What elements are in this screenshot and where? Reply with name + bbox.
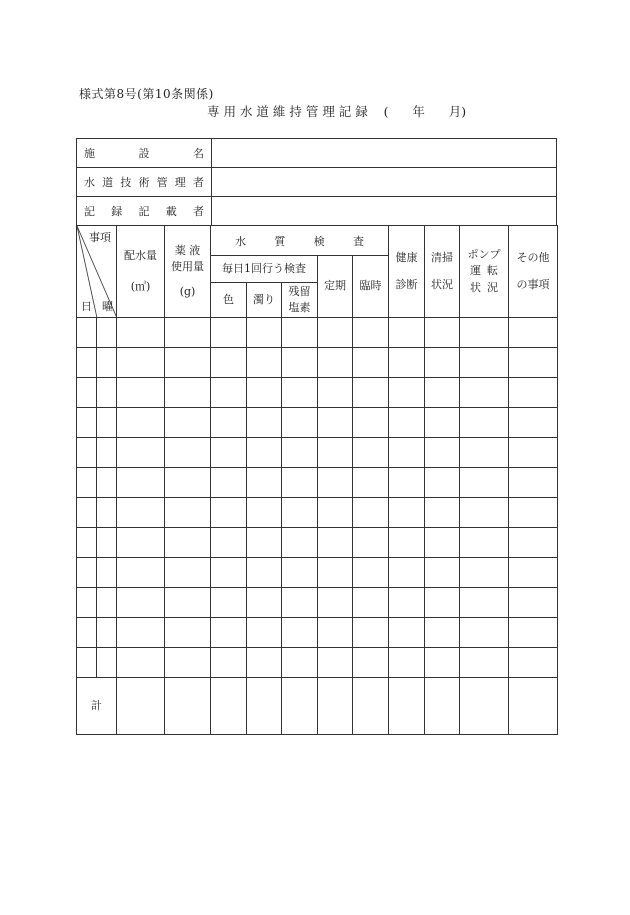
log-cell[interactable] xyxy=(247,318,282,348)
log-cell[interactable] xyxy=(353,498,389,528)
log-cell[interactable] xyxy=(165,588,211,618)
log-row xyxy=(77,528,558,558)
facility-name-field[interactable] xyxy=(212,139,557,168)
log-cell[interactable] xyxy=(282,378,318,408)
log-cell[interactable] xyxy=(282,318,318,348)
log-cell[interactable] xyxy=(425,378,460,408)
log-cell[interactable] xyxy=(425,408,460,438)
log-cell[interactable] xyxy=(460,408,509,438)
log-cell[interactable] xyxy=(509,318,558,348)
log-cell[interactable] xyxy=(460,348,509,378)
log-cell[interactable] xyxy=(165,528,211,558)
log-cell[interactable] xyxy=(318,348,353,378)
weekday-cell[interactable] xyxy=(97,348,117,378)
water-quality-title-char: 質 xyxy=(274,234,286,248)
log-cell[interactable] xyxy=(282,528,318,558)
log-cell[interactable] xyxy=(318,498,353,528)
log-cell[interactable] xyxy=(165,558,211,588)
log-cell[interactable] xyxy=(211,438,247,468)
log-row xyxy=(77,498,558,528)
log-cell[interactable] xyxy=(389,438,425,468)
log-cell[interactable] xyxy=(318,528,353,558)
total-cell[interactable] xyxy=(389,678,425,735)
log-row xyxy=(77,648,558,678)
log-cell[interactable] xyxy=(211,618,247,648)
log-cell[interactable] xyxy=(247,348,282,378)
log-cell[interactable] xyxy=(117,468,165,498)
log-row xyxy=(77,588,558,618)
total-cell[interactable] xyxy=(165,678,211,735)
facility-name-char: 設 xyxy=(138,147,150,160)
total-cell[interactable] xyxy=(117,678,165,735)
log-cell[interactable] xyxy=(282,588,318,618)
day-cell[interactable] xyxy=(77,438,97,468)
day-cell[interactable] xyxy=(77,408,97,438)
log-cell[interactable] xyxy=(389,378,425,408)
log-cell[interactable] xyxy=(117,318,165,348)
day-cell[interactable] xyxy=(77,588,97,618)
log-cell[interactable] xyxy=(117,558,165,588)
log-cell[interactable] xyxy=(425,648,460,678)
water-engineer-label xyxy=(77,168,212,197)
weekday-cell[interactable] xyxy=(97,618,117,648)
log-cell[interactable] xyxy=(282,648,318,678)
residual-chlorine-header: 残留 塩素 xyxy=(282,283,318,318)
water-engineer-char: 道 xyxy=(102,176,114,189)
log-cell[interactable] xyxy=(247,618,282,648)
log-cell[interactable] xyxy=(509,588,558,618)
day-cell[interactable] xyxy=(77,468,97,498)
log-row xyxy=(77,468,558,498)
log-cell[interactable] xyxy=(509,378,558,408)
log-cell[interactable] xyxy=(117,618,165,648)
log-cell[interactable] xyxy=(318,618,353,648)
log-cell[interactable] xyxy=(282,498,318,528)
total-cell[interactable] xyxy=(247,678,282,735)
water-engineer-char: 水 xyxy=(84,176,95,189)
log-cell[interactable] xyxy=(318,648,353,678)
log-cell[interactable] xyxy=(353,588,389,618)
total-cell[interactable] xyxy=(282,678,318,735)
log-cell[interactable] xyxy=(425,558,460,588)
log-cell[interactable] xyxy=(318,468,353,498)
chemical-usage-header: 薬 液 使用量 (g) xyxy=(165,226,211,318)
log-cell[interactable] xyxy=(165,378,211,408)
log-cell[interactable] xyxy=(211,558,247,588)
log-cell[interactable] xyxy=(211,528,247,558)
recorder-char: 載 xyxy=(165,205,177,218)
water-supply-header: 配水量 (㎥) xyxy=(117,226,165,318)
day-cell[interactable] xyxy=(77,648,97,678)
log-row xyxy=(77,438,558,468)
log-cell[interactable] xyxy=(509,528,558,558)
log-cell[interactable] xyxy=(460,648,509,678)
log-cell[interactable] xyxy=(165,438,211,468)
log-cell[interactable] xyxy=(211,348,247,378)
log-cell[interactable] xyxy=(509,408,558,438)
log-cell[interactable] xyxy=(389,318,425,348)
log-cell[interactable] xyxy=(247,528,282,558)
periodic-inspection-header: 定期 xyxy=(318,256,353,318)
log-cell[interactable] xyxy=(509,558,558,588)
log-cell[interactable] xyxy=(460,438,509,468)
record-title: 専 用 水 道 維 持 管 理 記 録 ( 年 月) xyxy=(207,104,467,119)
log-cell[interactable] xyxy=(425,618,460,648)
total-cell[interactable] xyxy=(318,678,353,735)
log-cell[interactable] xyxy=(282,438,318,468)
weekday-cell[interactable] xyxy=(97,498,117,528)
log-cell[interactable] xyxy=(247,498,282,528)
log-cell[interactable] xyxy=(425,588,460,618)
log-cell[interactable] xyxy=(247,648,282,678)
log-cell[interactable] xyxy=(117,378,165,408)
water-engineer-char: 管 xyxy=(156,176,168,189)
color-header: 色 xyxy=(211,283,247,318)
log-cell[interactable] xyxy=(117,408,165,438)
day-cell[interactable] xyxy=(77,348,97,378)
log-cell[interactable] xyxy=(318,378,353,408)
water-quality-title-char: 検 xyxy=(313,234,325,248)
recorder-label xyxy=(77,197,212,226)
log-cell[interactable] xyxy=(425,318,460,348)
log-cell[interactable] xyxy=(353,528,389,558)
log-cell[interactable] xyxy=(117,498,165,528)
log-cell[interactable] xyxy=(353,408,389,438)
log-cell[interactable] xyxy=(509,348,558,378)
log-cell[interactable] xyxy=(509,468,558,498)
pump-status-header: ポンプ 運 転 状 況 xyxy=(460,226,509,318)
recorder-char: 記 xyxy=(138,205,150,218)
facility-name-label xyxy=(77,139,212,168)
water-quality-title-char: 査 xyxy=(353,234,365,248)
facility-name-char: 名 xyxy=(193,147,204,160)
log-cell[interactable] xyxy=(211,588,247,618)
turbidity-header: 濁り xyxy=(247,283,282,318)
log-cell[interactable] xyxy=(460,498,509,528)
water-engineer-char: 術 xyxy=(138,176,150,189)
facility-row xyxy=(77,139,557,168)
log-cell[interactable] xyxy=(353,438,389,468)
log-cell[interactable] xyxy=(282,408,318,438)
log-cell[interactable] xyxy=(282,618,318,648)
log-cell[interactable] xyxy=(509,618,558,648)
log-cell[interactable] xyxy=(165,408,211,438)
log-cell[interactable] xyxy=(460,588,509,618)
log-cell[interactable] xyxy=(389,648,425,678)
log-cell[interactable] xyxy=(117,438,165,468)
log-cell[interactable] xyxy=(353,348,389,378)
log-cell[interactable] xyxy=(389,618,425,648)
log-cell[interactable] xyxy=(247,468,282,498)
total-row xyxy=(77,678,558,735)
log-cell[interactable] xyxy=(247,558,282,588)
day-label: 日 xyxy=(81,300,92,313)
recorder-char: 記 xyxy=(84,205,95,218)
log-cell[interactable] xyxy=(165,618,211,648)
log-cell[interactable] xyxy=(247,588,282,618)
log-cell[interactable] xyxy=(509,498,558,528)
total-label: 計 xyxy=(77,678,117,735)
log-cell[interactable] xyxy=(425,498,460,528)
log-cell[interactable] xyxy=(460,318,509,348)
recorder-row xyxy=(77,197,557,226)
recorder-char: 者 xyxy=(193,205,204,218)
item-label: 事項 xyxy=(89,231,111,244)
log-cell[interactable] xyxy=(509,438,558,468)
weekday-label: 曜 xyxy=(102,300,113,313)
log-cell[interactable] xyxy=(353,318,389,348)
log-cell[interactable] xyxy=(117,348,165,378)
log-cell[interactable] xyxy=(247,408,282,438)
total-cell[interactable] xyxy=(425,678,460,735)
water-engineer-char: 者 xyxy=(192,176,204,189)
log-cell[interactable] xyxy=(425,348,460,378)
temporary-inspection-header: 臨時 xyxy=(353,256,389,318)
log-row xyxy=(77,318,558,348)
day-cell[interactable] xyxy=(77,498,97,528)
info-table xyxy=(76,138,557,226)
total-cell[interactable] xyxy=(353,678,389,735)
log-cell[interactable] xyxy=(211,468,247,498)
log-cell[interactable] xyxy=(460,468,509,498)
water-quality-title-char: 水 xyxy=(235,234,246,248)
log-cell[interactable] xyxy=(318,318,353,348)
log-row xyxy=(77,618,558,648)
form-number: 様式第8号(第10条関係) xyxy=(79,87,214,101)
log-cell[interactable] xyxy=(117,648,165,678)
weekday-cell[interactable] xyxy=(97,318,117,348)
log-cell[interactable] xyxy=(353,558,389,588)
day-cell[interactable] xyxy=(77,528,97,558)
log-cell[interactable] xyxy=(282,558,318,588)
weekday-cell[interactable] xyxy=(97,588,117,618)
water-engineer-char: 技 xyxy=(120,176,132,189)
log-cell[interactable] xyxy=(425,468,460,498)
weekday-cell[interactable] xyxy=(97,408,117,438)
water-engineer-field[interactable] xyxy=(212,168,557,197)
daily-inspection-header: 毎日1回行う検査 xyxy=(211,256,318,283)
maintenance-log-table xyxy=(76,225,558,735)
water-quality-header xyxy=(211,226,389,256)
weekday-cell[interactable] xyxy=(97,528,117,558)
day-cell[interactable] xyxy=(77,618,97,648)
log-cell[interactable] xyxy=(211,648,247,678)
log-cell[interactable] xyxy=(389,528,425,558)
log-cell[interactable] xyxy=(211,408,247,438)
log-cell[interactable] xyxy=(389,498,425,528)
weekday-cell[interactable] xyxy=(97,558,117,588)
day-cell[interactable] xyxy=(77,318,97,348)
log-cell[interactable] xyxy=(389,468,425,498)
log-cell[interactable] xyxy=(509,648,558,678)
log-cell[interactable] xyxy=(389,348,425,378)
log-cell[interactable] xyxy=(247,438,282,468)
log-row xyxy=(77,558,558,588)
log-cell[interactable] xyxy=(165,468,211,498)
log-cell[interactable] xyxy=(353,378,389,408)
log-cell[interactable] xyxy=(353,468,389,498)
day-item-corner-cell xyxy=(77,226,117,318)
total-cell[interactable] xyxy=(211,678,247,735)
log-cell[interactable] xyxy=(460,558,509,588)
weekday-cell[interactable] xyxy=(97,468,117,498)
log-cell[interactable] xyxy=(165,348,211,378)
water-engineer-char: 理 xyxy=(174,176,186,189)
log-row xyxy=(77,408,558,438)
log-cell[interactable] xyxy=(353,618,389,648)
facility-name-char: 施 xyxy=(84,147,95,160)
log-cell[interactable] xyxy=(318,438,353,468)
log-cell[interactable] xyxy=(165,648,211,678)
log-cell[interactable] xyxy=(389,588,425,618)
log-rows xyxy=(77,318,558,678)
other-items-header: その他 の事項 xyxy=(509,226,558,318)
log-cell[interactable] xyxy=(318,588,353,618)
log-cell[interactable] xyxy=(460,378,509,408)
weekday-cell[interactable] xyxy=(97,378,117,408)
total-cell[interactable] xyxy=(509,678,558,735)
log-cell[interactable] xyxy=(318,408,353,438)
log-cell[interactable] xyxy=(425,528,460,558)
recorder-char: 録 xyxy=(111,205,123,218)
cleaning-status-header: 清掃 状況 xyxy=(425,226,460,318)
log-cell[interactable] xyxy=(211,318,247,348)
log-cell[interactable] xyxy=(117,588,165,618)
log-cell[interactable] xyxy=(460,528,509,558)
log-cell[interactable] xyxy=(460,618,509,648)
log-cell[interactable] xyxy=(117,528,165,558)
weekday-cell[interactable] xyxy=(97,648,117,678)
log-cell[interactable] xyxy=(318,558,353,588)
log-row xyxy=(77,348,558,378)
log-cell[interactable] xyxy=(247,378,282,408)
log-cell[interactable] xyxy=(389,558,425,588)
log-cell[interactable] xyxy=(282,348,318,378)
log-row xyxy=(77,378,558,408)
log-cell[interactable] xyxy=(353,648,389,678)
log-cell[interactable] xyxy=(282,468,318,498)
log-cell[interactable] xyxy=(211,378,247,408)
log-cell[interactable] xyxy=(211,498,247,528)
health-check-header: 健康 診断 xyxy=(389,226,425,318)
recorder-field[interactable] xyxy=(212,197,557,226)
total-cell[interactable] xyxy=(460,678,509,735)
log-cell[interactable] xyxy=(389,408,425,438)
log-cell[interactable] xyxy=(165,318,211,348)
day-cell[interactable] xyxy=(77,378,97,408)
log-cell[interactable] xyxy=(425,438,460,468)
engineer-row xyxy=(77,168,557,197)
log-cell[interactable] xyxy=(165,498,211,528)
day-cell[interactable] xyxy=(77,558,97,588)
weekday-cell[interactable] xyxy=(97,438,117,468)
